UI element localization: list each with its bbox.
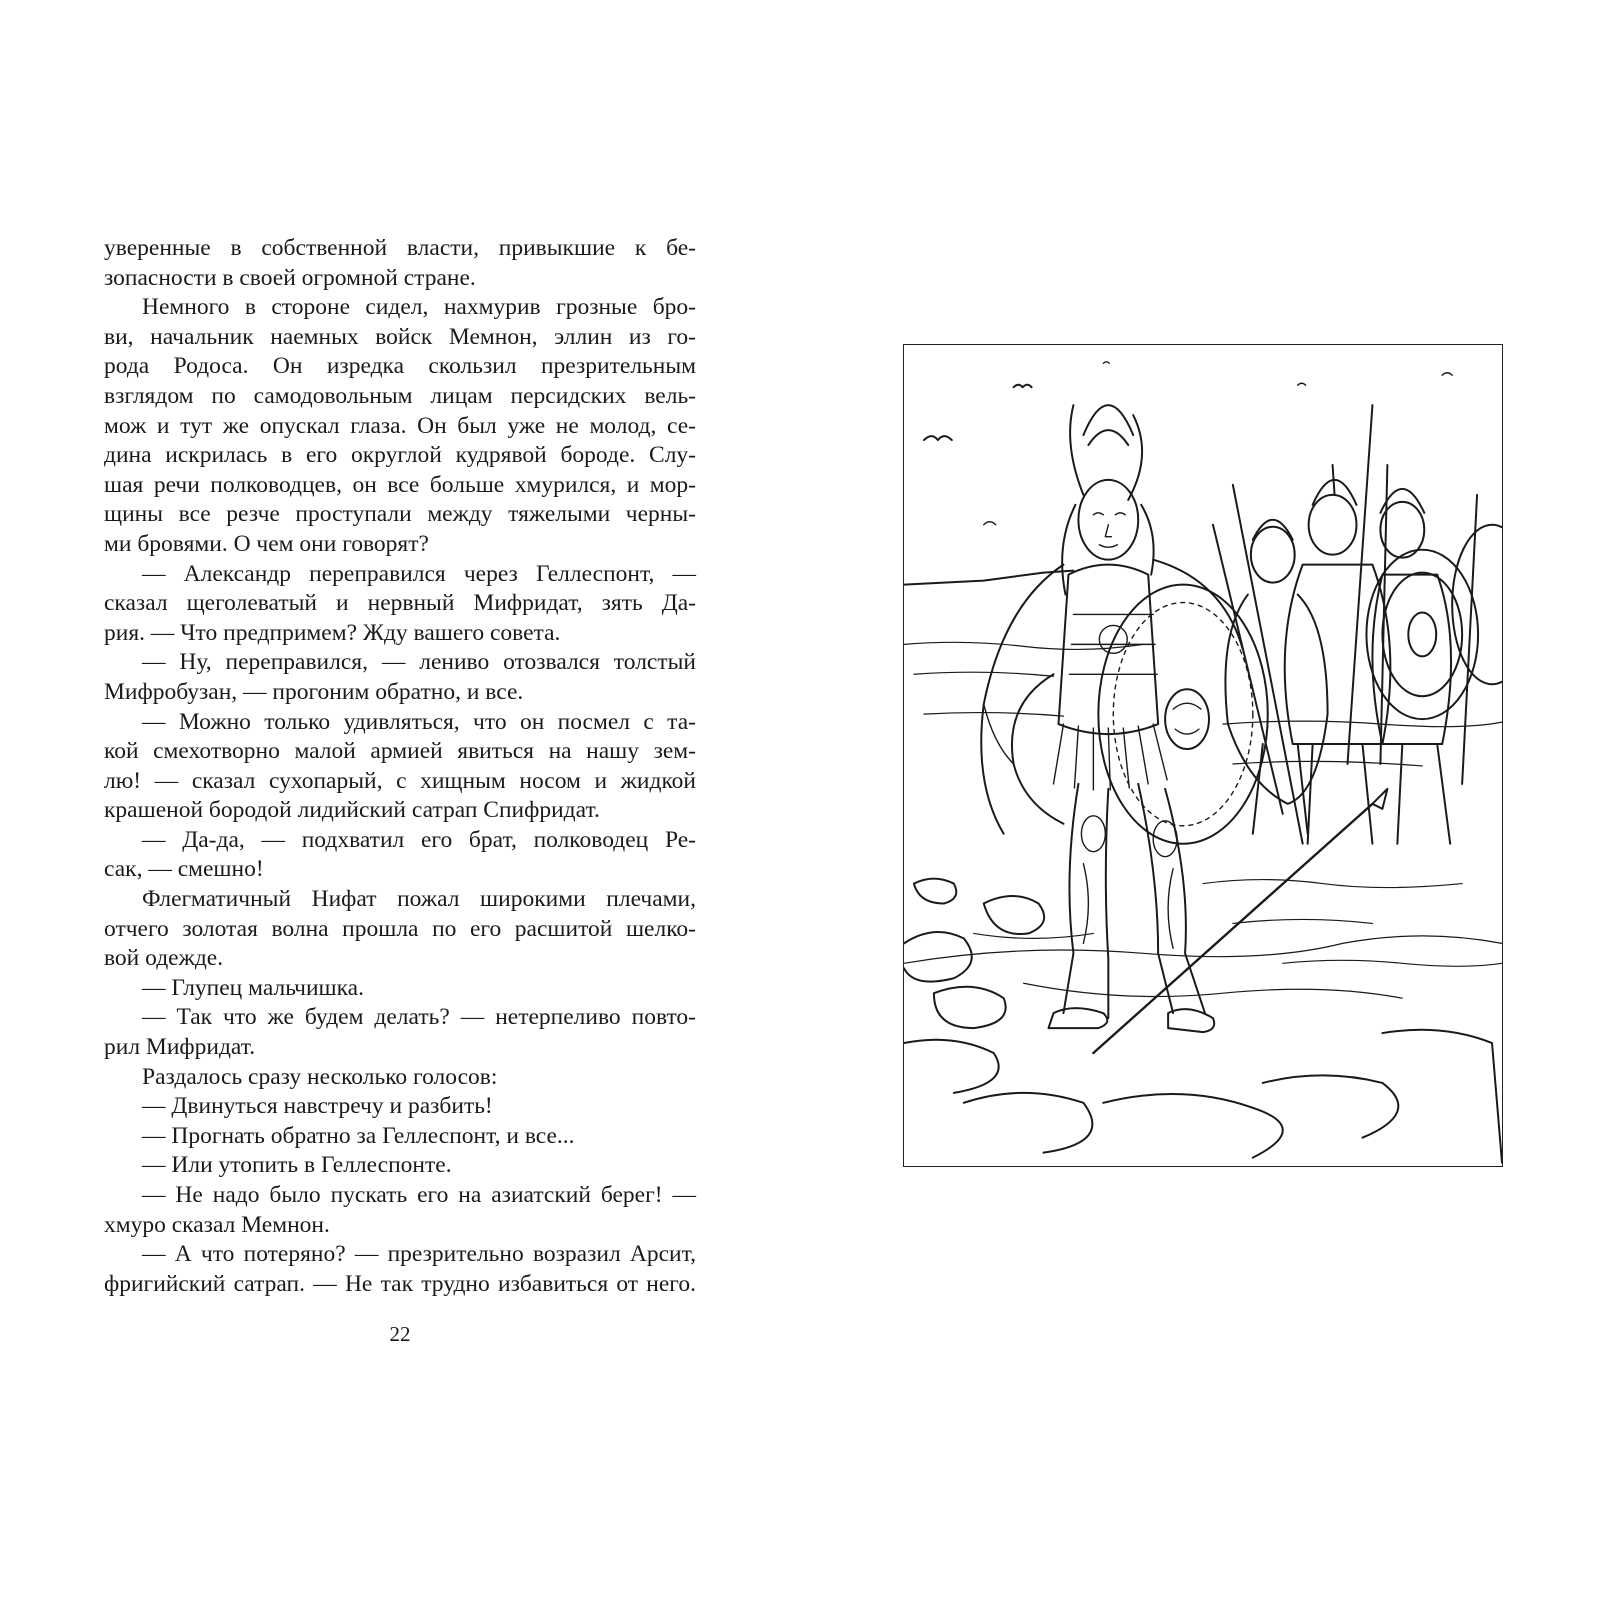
text-line-content: лю! — сказал сухопарый, с хищным носом и жидкой [104,767,696,794]
text-line [104,1181,696,1211]
text-line-content: — Прогнать обратно за Геллеспонт, и все... [142,1122,575,1149]
text-line [104,589,696,619]
text-line-content: уверенные в собственной власти, привыкшие к бе- [104,235,696,261]
text-line-content: — Двинуться навстречу и разбить! [142,1093,493,1120]
text-line [104,855,696,885]
text-line-content: отчего золотая волна прошла по его расшитой шелко- [104,915,696,942]
text-line-content: Раздалось сразу несколько голосов: [142,1063,498,1090]
text-line [104,471,696,501]
text-line-content: — Ну, переправился, — лениво отозвался толстый [142,649,696,676]
text-line [104,323,696,353]
text-line [104,412,696,442]
text-line [104,648,696,678]
text-line-content: Немного в стороне сидел, нахмурив грозные бро- [142,294,696,321]
text-line [104,530,696,560]
text-line [104,441,696,471]
text-line-content: рода Родоса. Он изредка скользил презрительным [104,353,696,380]
text-line-content: крашеной бородой лидийский сатрап Спифридат. [104,797,600,824]
text-line-content: взглядом по самодовольным лицам персидских вель- [104,382,696,409]
text-line-content: рил Мифридат. [104,1034,256,1061]
text-line [104,737,696,767]
text-line [104,382,696,412]
text-line [104,1270,696,1300]
text-line [104,264,696,294]
text-line-content: Мифробузан, — прогоним обратно, и все. [104,678,524,705]
text-line [104,1211,696,1241]
text-line [104,974,696,1004]
illustration-warriors-on-shore [903,344,1503,1167]
text-line [104,1063,696,1093]
text-line [104,915,696,945]
text-line [104,234,696,264]
text-line [104,1092,696,1122]
text-line [104,885,696,915]
text-line [104,619,696,649]
text-line-content: — А что потеряно? — презрительно возразил Арсит, [142,1241,696,1268]
text-line-content: сказал щеголеватый и нервный Мифридат, зять Да- [104,590,696,617]
text-line [104,560,696,590]
text-line [104,293,696,323]
text-line-content: ми бровями. О чем они говорят? [104,530,429,557]
text-line-content: — Так что же будем делать? — нетерпеливо повто- [142,1004,696,1031]
text-line-content: — Глупец мальчишка. [142,974,364,1001]
text-line-content: фригийский сатрап. — Не так трудно избавиться от него. [104,1270,696,1297]
text-line-content: дина искрилась в его округлой кудрявой бороде. Слу- [104,442,696,469]
text-line-content: зопасности в своей огромной стране. [104,264,476,291]
text-line-content: щины все резче проступали между тяжелыми черны- [104,501,696,528]
text-line [104,1122,696,1152]
text-line [104,1240,696,1270]
text-line [104,708,696,738]
text-line-content: — Можно только удивляться, что он посмел с та- [142,708,696,735]
text-line-content: кой смехотворно малой армией явиться на нашу зем- [104,738,696,765]
text-line-content: рия. — Что предпримем? Жду вашего совета. [104,619,561,646]
text-line [104,826,696,856]
text-line [104,796,696,826]
text-line-content: хмуро сказал Мемнон. [104,1211,330,1238]
page-number: 22 [389,1322,411,1346]
text-line-content: Флегматичный Нифат пожал широкими плечами, [142,886,696,913]
text-line-content: ви, начальник наемных войск Мемнон, эллин из го- [104,323,696,350]
text-line [104,767,696,797]
text-line-content: вой одежде. [104,945,224,972]
text-line-content: — Не надо было пускать его на азиатский берег! — [142,1182,696,1208]
text-line-content: — Или утопить в Геллеспонте. [142,1152,452,1179]
text-line [104,1033,696,1063]
text-line-content: — Да-да, — подхватил его брат, полководец Ре- [142,826,696,853]
text-line-content: — Александр переправился через Геллеспонт, — [142,560,696,587]
text-line [104,352,696,382]
illustration-drawing [904,345,1502,1166]
text-line [104,500,696,530]
text-line [104,1151,696,1181]
body-text [104,234,696,1299]
text-line [104,678,696,708]
text-line [104,1003,696,1033]
text-line-content: мож и тут же опускал глаза. Он был уже не молод, се- [104,412,696,439]
text-line-content: шая речи полководцев, он все больше хмурился, и мор- [104,471,696,498]
text-line [104,944,696,974]
text-line-content: сак, — смешно! [104,856,264,883]
